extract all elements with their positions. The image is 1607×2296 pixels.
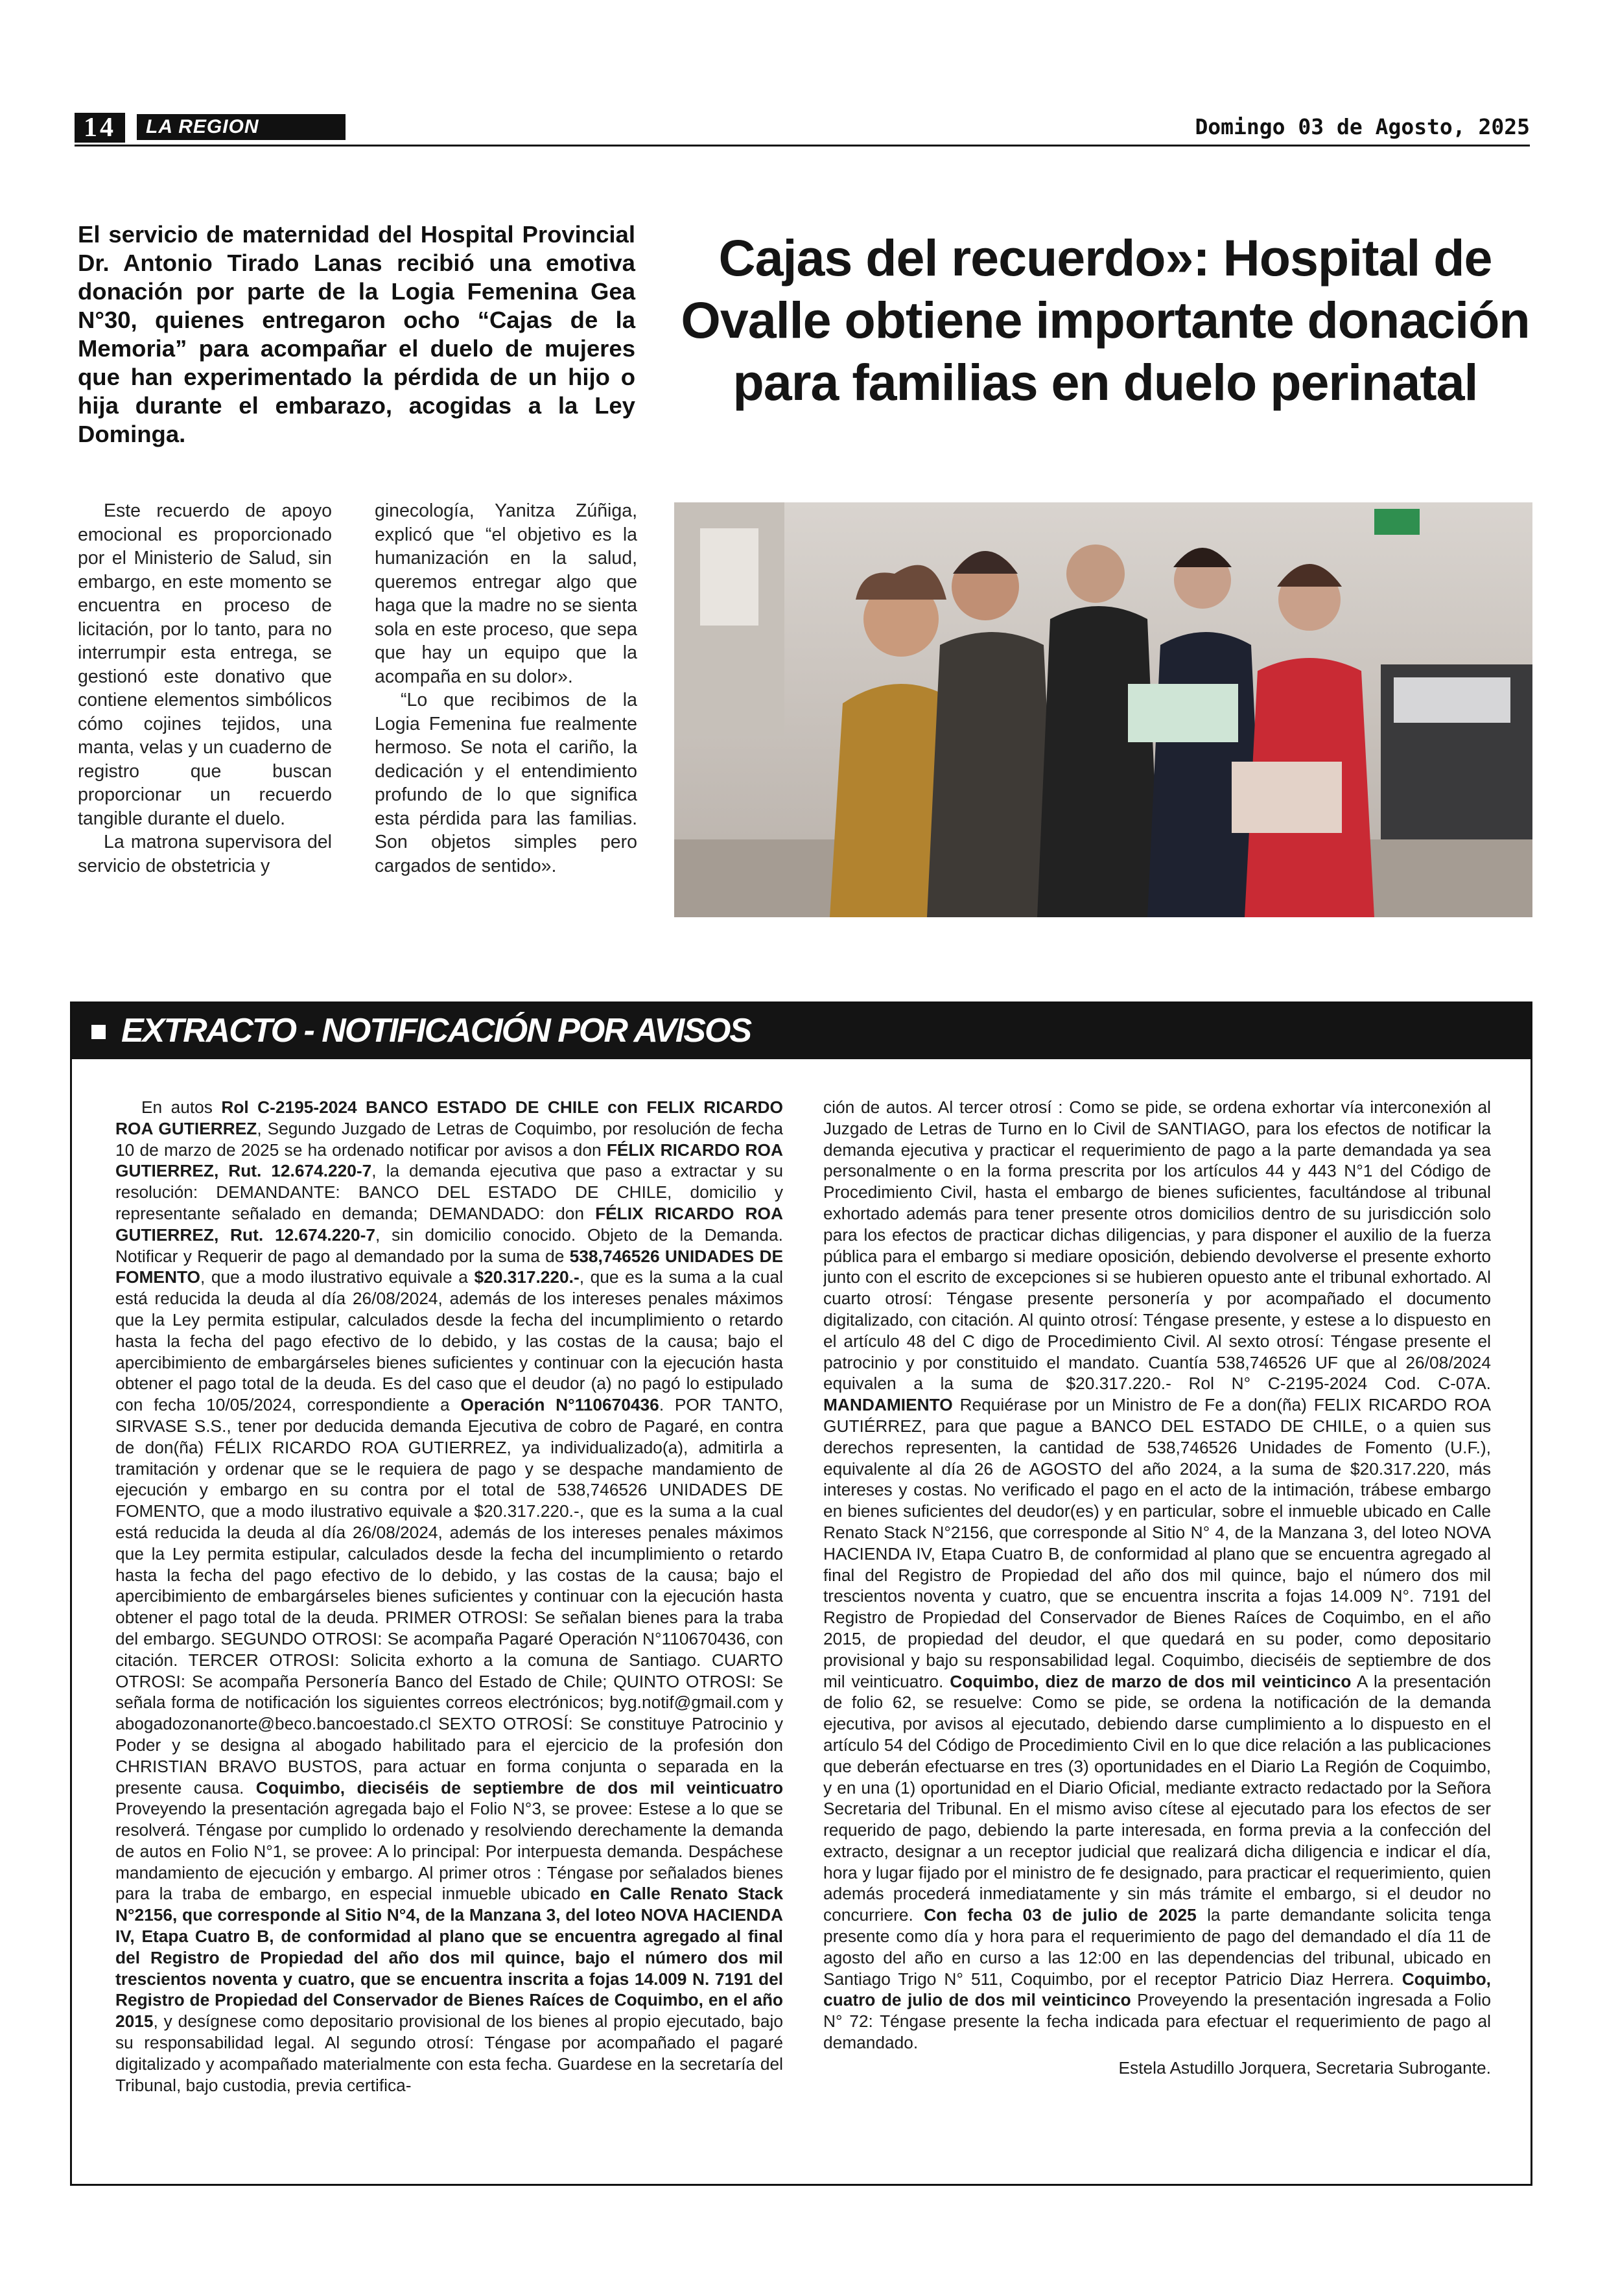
article-paragraph: “Lo que recibimos de la Logia Femenina fue realmente hermoso. Se nota el cariño, la dedicación y el entendimiento profundo de lo que significa esta pérdida para las familias. Son objetos simples pero cargados de sentido».: [375, 690, 637, 876]
legal-notice-run: , y desígnese como depositario provisional de los bienes al propio ejecutado, bajo su responsabilidad legal. Al segundo otrosí: Téngase por acompañado el pagaré digitalizado y acompañado materialmente con esta fecha. Guardese en la secretaría del Tribunal, bajo custodia, previa certifica-: [115, 2011, 783, 2095]
legal-notice-run: la parte demandante solicita tenga presente como día y hora para el requerimiento de pago del demandado el día 11 de agosto del año en curso a las 12:00 en las dependencias del tribunal, ubicado en Santiago Trigo N° 511, Coquimbo, por el receptor Patricio Diaz Herrera.: [823, 1905, 1491, 1989]
legal-notice-run: Proveyendo la presentación agregada bajo el Folio N°3, se provee: Estese a lo que se resolverá. Téngase por cumplido lo ordenado y resolviendo derechamente la demanda de autos en Folio N°1, se provee: A lo principal: Por interpuesta demanda. Despáchese mandamiento de ejecución y embargo. Al primer otros : Téngase por señalados bienes para la traba de embargo, en especial inmueble ubicado: [115, 1799, 783, 1904]
legal-notice-bold-run: FÉLIX RICARDO ROA GUTIERREZ, Rut. 12.674.220-7: [115, 1203, 783, 1245]
legal-notice-run: A la presentación de folio 62, se resuelve: Como se pide, se ordena la notificación de la demanda ejecutiva, por avisos al ejecutado, debiendo darse cumplimiento a lo dispuesto en el artículo 54 del Código de Procedimiento Civil en lo que dice relación a las publicaciones que deberán efectuarse en tres (3) oportunidades en el Diario La Región de Coquimbo, y en una (1) oportunidad en el Diario Oficial, mediante extracto redactado por la Señora Secretaria del Tribunal. En el mismo aviso cítese al ejecutado para los efectos de ser requerido de pago, debiendo la parte interesada, en forma previa a la confección del extracto, designar a un receptor judicial que realizará dicha diligencia e indicar el día, hora y lugar fijado por el ministro de fe designado, para practicar el requerimiento, quien además procederá inmediatamente y sin más trámite el embargo, si el deudor no concurriere.: [823, 1671, 1491, 1925]
photo-illustration: [674, 502, 1532, 917]
article-paragraph: La matrona supervisora del servicio de obstetricia y: [78, 832, 332, 876]
legal-notice-run: , que es la suma a la cual está reducida la deuda al día 26/08/2024, además de los intereses penales máximos que la Ley permita estipular, calculados desde la fecha del incumplimiento o retardo hasta la fecha del pago efectivo de lo debido, y las costas de la causa; bajo el apercibimiento de embargárseles bienes suficientes y continuar con la ejecución hasta obtener el pago total de la deuda. Es del caso que el deudor (a) no pagó lo estipulado con fecha 10/05/2024, correspondiente a: [115, 1267, 783, 1415]
legal-notice-bold-run: Coquimbo, diez de marzo de dos mil veinticinco: [950, 1671, 1352, 1691]
article-photo: [674, 502, 1532, 917]
legal-notice-run: ción de autos. Al tercer otrosí : Como se pide, se ordena exhortar vía interconexión al Juzgado de Letras de Turno en lo Civil de SANTIAGO, para los efectos de notificar la demanda ejecutiva y practicar el requerimiento de pago a la parte demandada ya sea personalmente o en la forma prescrita por los artículos 44 y 443 N°1 del Código de Procedimiento Civil, hasta el embargo de bienes suficientes, facultándose al tribunal exhortado además para tener presente otros domicilios dentro de su jurisdicción solo para los efectos de practicar dichas diligencias, y para disponer el auxilio de la fuerza pública para el embargo si mediare oposición, debiendo devolverse el presente exhorto junto con el escrito de excepciones si se hubieren opuesto ante el tribunal exhortado. Al cuarto otrosí: Téngase presente personería y por acompañado el documento digitalizado, con citación. Al quinto otrosí: Téngase presente, y estese a lo dispuesto en el artículo 48 del C digo de Procedimiento Civil. Al sexto otrosí: Téngase presente el patrocinio y por constituido el mandato. Cuantía 538,746526 UF que al 26/08/2024 equivalen a la suma de $20.317.220.- Rol N° C-2195-2024 Cod. C-07A.: [823, 1097, 1491, 1394]
legal-notice-run: Proveyendo la presentación ingresada a Folio N° 72: Téngase presente la fecha indicada para efectuar el requerimiento de pago al demandado.: [823, 1990, 1491, 2053]
page-header: [75, 110, 1530, 146]
legal-notice-title: EXTRACTO - NOTIFICACIÓN POR AVISOS: [121, 1012, 751, 1049]
legal-notice-bold-run: 538,746526 UNIDADES DE FOMENTO: [115, 1246, 783, 1287]
article-paragraph: ginecología, Yanitza Zúñiga, explicó que “el objetivo es la humanización en la salud, queremos entregar algo que haga que la madre no se sienta sola en este proceso, que sepa que hay un equipo que la acompaña en su dolor».: [375, 500, 637, 687]
legal-notice-run: , Segundo Juzgado de Letras de Coquimbo, por resolución de fecha 10 de marzo de 2025 se ha ordenado notificar por avisos a don: [115, 1118, 783, 1160]
legal-notice-run: , que a modo ilustrativo equivale a: [200, 1267, 475, 1287]
legal-notice-bold-run: Con fecha 03 de julio de 2025: [924, 1905, 1197, 1925]
legal-notice-run: Requiérase por un Ministro de Fe a don(ña) FELIX RICARDO ROA GUTIÉRREZ, para que pague a BANCO DEL ESTADO DE CHILE, o a quien sus derechos representen, la cantidad de 538,746526 Unidades de Fomento (U.F.), equivalente al día 26 de AGOSTO del año 2024, a la suma de $20.317.220, más intereses y costas. No verificado el pago en el acto de la intimación, trábese embargo en bienes suficientes del deudor(es) y en particular, sobre el inmueble ubicado en Calle Renato Stack N°2156, que corresponde al Sitio N° 4, de la Manzana 3, del loteo NOVA HACIENDA IV, Etapa Cuatro B, de conformidad al plano que se encuentra agregado al final del Registro de Propiedad del año dos mil quince, bajo el número dos mil trescientos noventa y cuatro, que se encuentra inscrita a fojas 14.009 N°. 7191 del Registro de Propiedad del Conservador de Bienes Raíces de Coquimbo, en el año 2015, de propiedad del deudor, el que quedará en su poder, como depositario provisional y bajo su responsabilidad legal. Coquimbo, dieciséis de septiembre de dos mil veinticuatro.: [823, 1395, 1491, 1691]
legal-notice-run: , la demanda ejecutiva que paso a extractar y su resolución: DEMANDANTE: BANCO DEL ESTADO DE CHILE, domicilio y representante señalado en demanda; DEMANDADO: don: [115, 1161, 783, 1223]
legal-notice-bold-run: Rol C-2195-2024 BANCO ESTADO DE CHILE con FELIX RICARDO ROA GUTIERREZ: [115, 1097, 783, 1138]
article-lead: El servicio de maternidad del Hospital Provincial Dr. Antonio Tirado Lanas recibió una emotiva donación por parte de la Logia Femenina Gea N°30, quienes entregaron ocho “Cajas de la Memoria” para acompañar el duelo de mujeres que han experimentado la pérdida de un hijo o hija durante el embarazo, acogidas a la Ley Dominga.: [78, 221, 635, 447]
article-column-2: [375, 499, 637, 906]
article-column-1: [78, 499, 332, 937]
article-paragraph: Este recuerdo de apoyo emocional es proporcionado por el Ministerio de Salud, sin embargo, en este momento se encuentra en proceso de licitación, por lo tanto, para no interrumpir esta entrega, se gestionó este donativo que contiene elementos simbólicos cómo cojines tejidos, una manta, velas y un cuaderno de registro que buscan proporcionar un recuerdo tangible durante el duelo.: [78, 500, 332, 829]
bullet-square-icon: [91, 1025, 106, 1039]
legal-notice-run: , sin domicilio conocido. Objeto de la Demanda. Notificar y Requerir de pago al demandado por la suma de: [115, 1224, 783, 1266]
legal-notice-text: [823, 1097, 1491, 2054]
legal-notice-header: [72, 1003, 1531, 1059]
legal-notice-bold-run: en Calle Renato Stack N°2156, que corresponde al Sitio N°4, de la Manzana 3, del loteo NOVA HACIENDA IV, Etapa Cuatro B, de conformidad al plano que se encuentra agregado al final del Registro de Propiedad del año dos mil quince, bajo el número dos mil trescientos noventa y cuatro, que se encuentra inscrita a fojas 14.009 N. 7191 del Registro de Propiedad del Conservador de Bienes Raíces de Coquimbo, en el año 2015: [115, 1884, 783, 2032]
legal-notice-bold-run: Operación N°110670436: [460, 1395, 659, 1415]
legal-notice-signature: Estela Astudillo Jorquera, Secretaria Subrogante.: [1118, 2057, 1491, 2078]
publication-logo: LA REGION: [137, 114, 346, 140]
legal-notice-column-left: [115, 1097, 783, 2120]
article-headline: Cajas del recuerdo»: Hospital de Ovalle obtiene importante donación para familias en duelo perinatal: [681, 229, 1530, 411]
legal-notice-run: . POR TANTO, SIRVASE S.S., tener por deducida demanda Ejecutiva de cobro de Pagaré, en contra de don(ña) FÉLIX RICARDO ROA GUTIERREZ, ya individualizado(a), admitirla a tramitación y ordenar que se le requiera de pago y se despache mandamiento de ejecución y embargo en su contra por el total de 538,746526 UNIDADES DE FOMENTO, que a modo ilustrativo equivale a $20.317.220.-, que es la suma a la cual está reducida la deuda al día 26/08/2024, además de los intereses penales máximos que la Ley permita estipular, calculados desde la fecha del incumplimiento o retardo hasta la fecha del pago efectivo de lo debido, y las costas de la causa; bajo el apercibimiento de embargárseles bienes suficientes y continuar con la ejecución hasta obtener el pago total de la deuda. PRIMER OTROSI: Se señalan bienes para la traba del embargo. SEGUNDO OTROSI: Se acompaña Pagaré Operación N°110670436, con citación. TERCER OTROSI: Solicita exhorto a la comuna de Santiago. CUARTO OTROSI: Se acompaña Personería Banco del Estado de Chile; QUINTO OTROSI: Se señala forma de notificación los siguientes correos electrónicos; byg.notif@gmail.com y abogadozonanorte@beco.bancoestado.cl SEXTO OTROSÍ: Se constituye Patrocinio y Poder y se designa al abogado habilitado para el ejercicio de la profesión don CHRISTIAN BRAVO BUSTOS, para actuar en forma conjunta o separada en la presente causa.: [115, 1395, 783, 1798]
legal-notice-run: En autos: [141, 1097, 222, 1117]
legal-notice-bold-run: FÉLIX RICARDO ROA GUTIERREZ, Rut. 12.674.220-7: [115, 1140, 783, 1181]
issue-date: Domingo 03 de Agosto, 2025: [1195, 114, 1530, 139]
legal-notice-text: [115, 1097, 783, 2096]
page-number: 14: [75, 113, 125, 143]
legal-notice-bold-run: MANDAMIENTO: [823, 1395, 953, 1415]
legal-notice-column-right: [823, 1097, 1491, 2120]
legal-notice-bold-run: Coquimbo, dieciséis de septiembre de dos mil veinticuatro: [255, 1777, 783, 1798]
legal-notice-bold-run: Coquimbo, cuatro de julio de dos mil veinticinco: [823, 1969, 1491, 2010]
legal-notice-bold-run: $20.317.220.-: [474, 1267, 580, 1287]
